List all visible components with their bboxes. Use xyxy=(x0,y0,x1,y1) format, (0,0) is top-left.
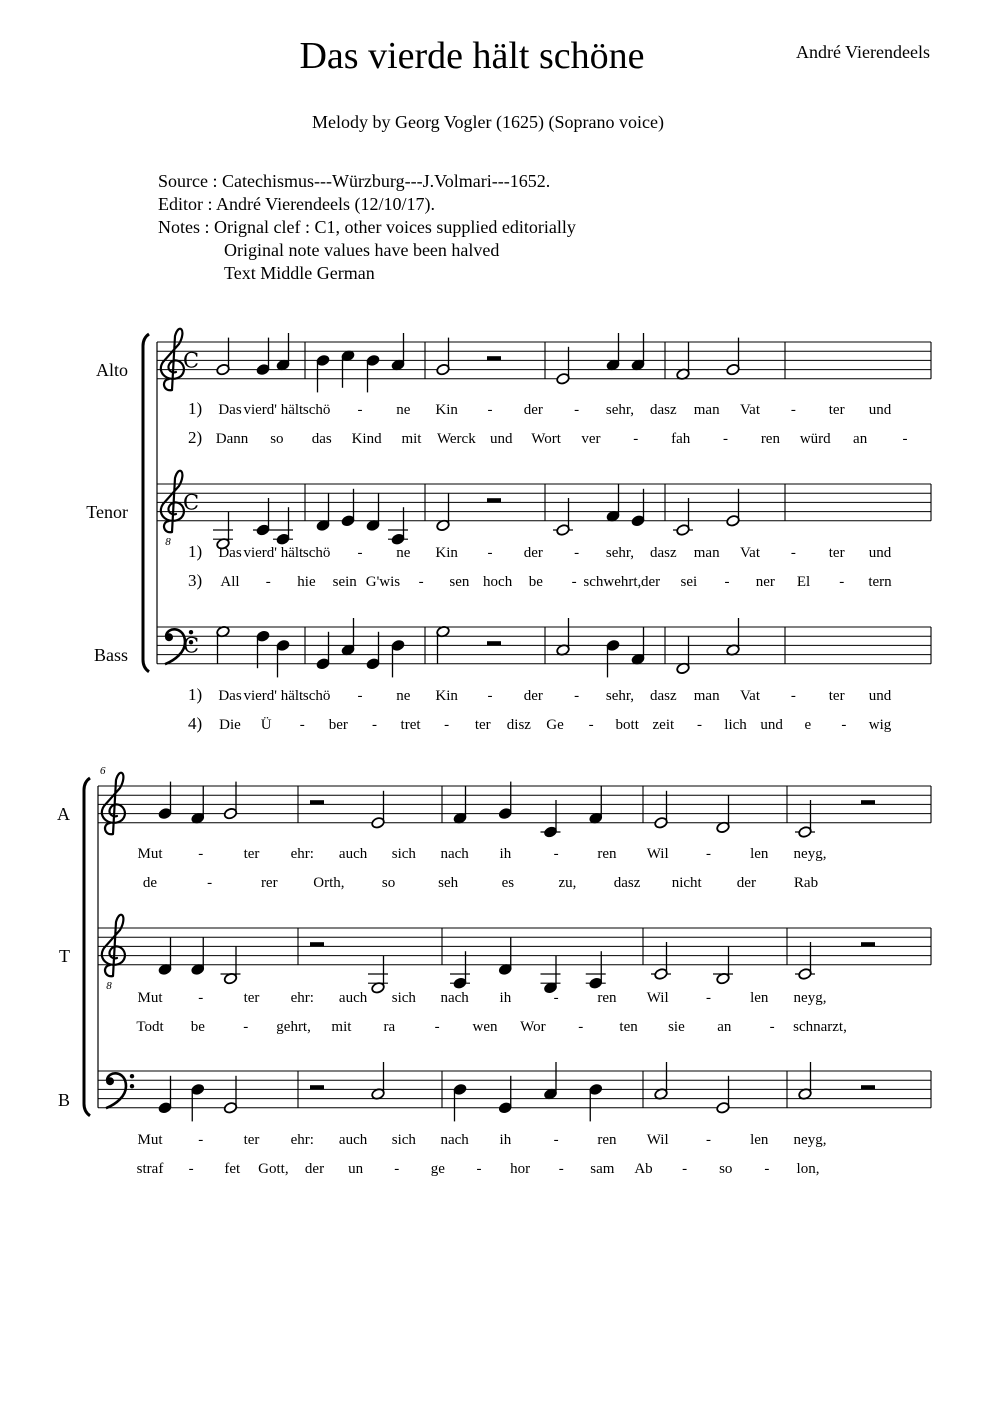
lyric-syllable: - xyxy=(574,688,580,704)
lyric-syllable: ter xyxy=(828,688,845,704)
staff-alto-system2 xyxy=(98,773,931,839)
lyric-syllable: sehr, xyxy=(605,545,635,561)
lyric-syllable: - xyxy=(790,402,796,418)
lyric-syllable: mit xyxy=(401,431,422,447)
lyric-syllable: ter xyxy=(243,846,260,862)
lyric-syllable: und xyxy=(760,717,783,733)
editor-note: Editor : André Vierendeels (12/10/17). xyxy=(158,194,436,214)
lyric-syllable: der xyxy=(736,875,756,891)
lyric-syllable: ra xyxy=(383,1019,396,1035)
lyric-syllable: neyg, xyxy=(793,990,827,1006)
voice-label-alto-short: A xyxy=(57,804,70,824)
lyric-syllable: - xyxy=(705,990,711,1006)
lyric-syllable: sehr, xyxy=(605,402,635,418)
lyric-syllable: so xyxy=(381,875,396,891)
lyric-syllable: - xyxy=(357,545,363,561)
lyric-syllable: der xyxy=(641,574,661,590)
lyric-syllable: Todt xyxy=(136,1019,164,1035)
lyric-syllable: e xyxy=(804,717,812,733)
text-language-note: Text Middle German xyxy=(224,263,375,283)
time-signature: C xyxy=(182,348,200,373)
lyric-syllable: be xyxy=(190,1019,205,1035)
lyric-syllable: gehrt, xyxy=(276,1019,311,1035)
lyric-syllable: Mut xyxy=(137,846,163,862)
lyric-syllable: Vat xyxy=(740,688,760,704)
lyric-syllable: schö xyxy=(302,545,331,561)
lyric-syllable: sich xyxy=(391,846,416,862)
lyric-syllable: - xyxy=(724,574,730,590)
staff-tenor-system2 xyxy=(98,915,931,994)
lyric-syllable: El xyxy=(796,574,811,590)
lyric-syllable: un xyxy=(348,1161,364,1177)
verse-number-bass-1: 1) xyxy=(188,685,203,704)
lyric-syllable: zeit xyxy=(652,717,675,733)
lyric-syllable: das xyxy=(311,431,332,447)
lyric-syllable: - xyxy=(299,717,305,733)
lyric-syllable: bott xyxy=(615,717,639,733)
lyric-syllable: der xyxy=(304,1161,325,1177)
staff-bass-system1 xyxy=(157,618,931,677)
voice-label-tenor: Tenor xyxy=(86,502,128,522)
lyric-syllable: der xyxy=(523,545,543,561)
time-signature: C xyxy=(182,490,200,515)
lyric-syllable: - xyxy=(682,1161,688,1177)
treble-clef-icon xyxy=(102,773,125,835)
rest-tenor-system1-8 xyxy=(487,498,501,502)
lyric-syllable: - xyxy=(790,688,796,704)
lyric-syllable: - xyxy=(790,545,796,561)
lyric-syllable: ren xyxy=(597,1132,617,1148)
lyric-syllable: - xyxy=(198,846,204,862)
lyric-syllable: - xyxy=(371,717,377,733)
lyric-syllable: ehr: xyxy=(290,846,314,862)
lyric-syllable: ber xyxy=(328,717,348,733)
lyric-syllable: dasz xyxy=(613,875,641,891)
lyric-syllable: - xyxy=(696,717,702,733)
lyric-syllable: der xyxy=(523,402,543,418)
lyric-syllable: - xyxy=(841,717,847,733)
lyric-syllable: - xyxy=(487,688,493,704)
lyric-syllable: All xyxy=(220,574,240,590)
lyric-syllable: dasz xyxy=(650,545,677,561)
rest-bass-system1-8 xyxy=(487,641,501,645)
lyric-syllable: Wort xyxy=(531,431,561,447)
lyric-syllable: len xyxy=(750,1132,769,1148)
lyric-syllable: len xyxy=(750,846,769,862)
lyric-syllable: ne xyxy=(396,688,411,704)
lyric-syllable: - xyxy=(418,574,424,590)
lyric-syllable: Ge xyxy=(546,717,564,733)
lyric-syllable: zu, xyxy=(558,875,577,891)
lyric-syllable: lon, xyxy=(796,1161,820,1177)
lyric-syllable: ter xyxy=(828,402,845,418)
lyric-syllable: Kin xyxy=(435,402,458,418)
lyric-syllable: Ü xyxy=(260,717,272,733)
verse-number-alto-2: 2) xyxy=(188,428,203,447)
lyric-syllable: tern xyxy=(868,574,892,590)
lyric-syllable: Wil xyxy=(646,846,669,862)
verse-number-alto-1: 1) xyxy=(188,399,203,418)
lyric-syllable: nicht xyxy=(671,875,702,891)
lyric-syllable: wen xyxy=(472,1019,498,1035)
lyric-syllable: der xyxy=(523,688,543,704)
lyric-syllable: und xyxy=(868,545,892,561)
page-title: Das vierde hält schöne xyxy=(299,35,645,77)
system-bracket xyxy=(84,778,90,1116)
lyric-syllable: - xyxy=(243,1019,249,1035)
lyric-syllable: fah xyxy=(671,431,691,447)
system-2 xyxy=(84,773,931,1122)
lyric-syllable: Vat xyxy=(740,545,760,561)
lyric-syllable: sie xyxy=(668,1019,685,1035)
lyric-syllable: - xyxy=(574,402,580,418)
note-values-note: Original note values have been halved xyxy=(224,240,500,260)
lyric-syllable: Die xyxy=(219,717,241,733)
lyric-syllable: sich xyxy=(391,990,416,1006)
rest-tenor-system2-12 xyxy=(861,942,875,946)
lyric-syllable: - xyxy=(558,1161,564,1177)
lyric-syllable: rer xyxy=(260,875,278,891)
lyric-syllable: - xyxy=(357,688,363,704)
lyric-syllable: schö xyxy=(302,688,331,704)
lyric-syllable: ehr: xyxy=(290,990,314,1006)
voice-label-alto: Alto xyxy=(95,360,128,380)
lyric-syllable: schnarzt, xyxy=(793,1019,847,1035)
lyric-syllable: Kind xyxy=(351,431,382,447)
verse-number-tenor-1: 1) xyxy=(188,542,203,561)
lyric-syllable: ih xyxy=(499,990,512,1006)
octave-eight-mark: 8 xyxy=(106,979,112,992)
lyric-syllable: - xyxy=(723,431,729,447)
lyric-syllable: disz xyxy=(506,717,531,733)
lyric-syllable: Vat xyxy=(740,402,760,418)
lyric-syllable: vierd' hält xyxy=(243,545,304,561)
lyric-syllable: ter xyxy=(474,717,491,733)
lyric-syllable: sei xyxy=(680,574,698,590)
octave-eight-mark: 8 xyxy=(165,535,171,548)
lyric-syllable: und xyxy=(489,431,513,447)
lyric-syllable: vierd' hält xyxy=(243,688,304,704)
lyric-syllable: Das xyxy=(218,545,242,561)
lyric-syllable: ne xyxy=(396,545,411,561)
lyric-syllable: Mut xyxy=(137,1132,163,1148)
lyric-syllable: neyg, xyxy=(793,1132,827,1148)
lyric-syllable: so xyxy=(719,1161,733,1177)
lyric-syllable: be xyxy=(528,574,543,590)
lyric-syllable: würd xyxy=(799,431,831,447)
rest-alto-system2-12 xyxy=(861,800,875,804)
lyric-syllable: straf xyxy=(136,1161,164,1177)
lyric-syllable: - xyxy=(394,1161,400,1177)
lyric-syllable: - xyxy=(571,574,577,590)
lyric-syllable: - xyxy=(553,846,559,862)
lyric-syllable: so xyxy=(270,431,284,447)
lyric-syllable: ehr: xyxy=(290,1132,314,1148)
lyric-syllable: - xyxy=(265,574,271,590)
lyric-syllable: tret xyxy=(400,717,421,733)
lyric-syllable: - xyxy=(769,1019,775,1035)
lyric-syllable: Wil xyxy=(646,1132,669,1148)
lyric-syllable: - xyxy=(902,431,908,447)
lyric-syllable: nach xyxy=(440,846,469,862)
lyric-syllable: es xyxy=(501,875,515,891)
lyric-syllable: sein xyxy=(332,574,357,590)
staff-alto-system1 xyxy=(157,329,931,393)
voice-label-tenor-short: T xyxy=(59,946,70,966)
voice-label-bass: Bass xyxy=(93,645,128,665)
measure-number: 6 xyxy=(100,765,106,777)
lyric-syllable: - xyxy=(198,990,204,1006)
voice-label-bass-short: B xyxy=(57,1090,70,1110)
time-signature: C xyxy=(182,633,200,658)
lyric-syllable: sich xyxy=(391,1132,416,1148)
lyric-syllable: Gott, xyxy=(258,1161,289,1177)
lyric-syllable: - xyxy=(207,875,213,891)
bass-clef-icon-dot-upper xyxy=(130,1074,134,1078)
lyric-syllable: ter xyxy=(828,545,845,561)
lyric-syllable: schö xyxy=(302,402,331,418)
composer-name: André Vierendeels xyxy=(795,42,930,62)
staff-bass-system2 xyxy=(98,1062,931,1121)
lyric-syllable: schwehrt, xyxy=(583,574,642,590)
lyric-syllable: man xyxy=(693,402,720,418)
rest-alto-system1-8 xyxy=(487,356,501,360)
lyric-syllable: Kin xyxy=(435,688,458,704)
lyric-syllable: ren xyxy=(760,431,780,447)
lyric-syllable: ten xyxy=(619,1019,638,1035)
lyric-syllable: ver xyxy=(581,431,601,447)
lyric-syllable: hoch xyxy=(483,574,513,590)
lyric-syllable: Das xyxy=(218,402,242,418)
lyric-syllable: - xyxy=(444,717,450,733)
subtitle: Melody by Georg Vogler (1625) (Soprano voice) xyxy=(312,112,664,132)
treble-clef-icon xyxy=(161,329,184,391)
lyric-syllable: Orth, xyxy=(313,875,345,891)
lyric-syllable: - xyxy=(839,574,845,590)
rest-bass-system2-3 xyxy=(310,1085,324,1089)
lyric-syllable: an xyxy=(717,1019,732,1035)
lyric-syllable: de xyxy=(142,875,158,891)
lyric-syllable: dasz xyxy=(650,688,677,704)
verse-number-tenor-2: 3) xyxy=(188,571,203,590)
system-bracket xyxy=(143,334,149,672)
lyric-syllable: - xyxy=(434,1019,440,1035)
lyric-syllable: Rab xyxy=(793,875,819,891)
lyric-syllable: ter xyxy=(243,1132,260,1148)
lyric-syllable: ner xyxy=(755,574,775,590)
lyric-syllable: - xyxy=(633,431,639,447)
lyric-syllable: G'wis xyxy=(365,574,401,590)
lyric-syllable: wig xyxy=(868,717,892,733)
lyric-syllable: seh xyxy=(438,875,459,891)
treble-clef-icon xyxy=(161,471,184,533)
rest-bass-system2-12 xyxy=(861,1085,875,1089)
lyric-syllable: hie xyxy=(297,574,316,590)
lyric-syllable: mit xyxy=(331,1019,352,1035)
lyric-syllable: Mut xyxy=(137,990,163,1006)
rest-alto-system2-3 xyxy=(310,800,324,804)
lyric-syllable: Kin xyxy=(435,545,458,561)
lyric-syllable: sen xyxy=(449,574,470,590)
lyric-syllable: ren xyxy=(597,990,617,1006)
lyric-syllable: vierd' hält xyxy=(243,402,304,418)
lyric-syllable: - xyxy=(476,1161,482,1177)
lyric-syllable: Dann xyxy=(215,431,249,447)
treble-clef-icon xyxy=(102,915,125,977)
bass-clef-icon-dot-lower xyxy=(130,1084,134,1088)
lyric-syllable: Werck xyxy=(436,431,476,447)
lyric-syllable: nach xyxy=(440,1132,469,1148)
lyric-syllable: auch xyxy=(338,990,368,1006)
lyric-syllable: Wil xyxy=(646,990,669,1006)
lyric-syllable: - xyxy=(553,990,559,1006)
lyric-syllable: ren xyxy=(597,846,617,862)
lyric-syllable: und xyxy=(868,688,892,704)
lyric-syllable: und xyxy=(868,402,892,418)
lyric-syllable: Wor xyxy=(520,1019,546,1035)
lyric-syllable: man xyxy=(693,545,720,561)
lyric-syllable: - xyxy=(188,1161,194,1177)
lyric-syllable: sam xyxy=(590,1161,615,1177)
lyric-syllable: len xyxy=(750,990,769,1006)
staff-tenor-system1 xyxy=(157,471,931,550)
lyric-syllable: - xyxy=(357,402,363,418)
rest-tenor-system2-3 xyxy=(310,942,324,946)
lyric-syllable: fet xyxy=(224,1161,241,1177)
lyric-syllable: nach xyxy=(440,990,469,1006)
lyric-syllable: man xyxy=(693,688,720,704)
lyric-syllable: ih xyxy=(499,846,512,862)
lyric-syllable: - xyxy=(705,846,711,862)
lyric-syllable: an xyxy=(853,431,868,447)
lyric-syllable: - xyxy=(574,545,580,561)
lyric-syllable: - xyxy=(553,1132,559,1148)
lyric-syllable: ne xyxy=(396,402,411,418)
lyric-syllable: - xyxy=(588,717,594,733)
lyric-syllable: Das xyxy=(218,688,242,704)
verse-number-bass-2: 4) xyxy=(188,714,203,733)
clef-note: Notes : Orignal clef : C1, other voices supplied editorially xyxy=(158,217,576,237)
lyric-syllable: sehr, xyxy=(605,688,635,704)
lyric-syllable: - xyxy=(198,1132,204,1148)
lyric-syllable: - xyxy=(487,545,493,561)
lyric-syllable: neyg, xyxy=(793,846,827,862)
lyric-syllable: lich xyxy=(724,717,747,733)
lyric-syllable: hor xyxy=(510,1161,531,1177)
lyric-syllable: - xyxy=(487,402,493,418)
source-note: Source : Catechismus---Würzburg---J.Volmari---1652. xyxy=(158,171,551,191)
lyric-syllable: dasz xyxy=(650,402,677,418)
lyric-syllable: ge xyxy=(430,1161,445,1177)
system-1 xyxy=(143,329,931,678)
lyric-syllable: - xyxy=(578,1019,584,1035)
lyric-syllable: ih xyxy=(499,1132,512,1148)
lyric-syllable: Ab xyxy=(634,1161,653,1177)
lyric-syllable: - xyxy=(764,1161,770,1177)
lyric-syllable: auch xyxy=(338,846,368,862)
lyric-syllable: auch xyxy=(338,1132,368,1148)
lyric-syllable: ter xyxy=(243,990,260,1006)
lyric-syllable: - xyxy=(705,1132,711,1148)
